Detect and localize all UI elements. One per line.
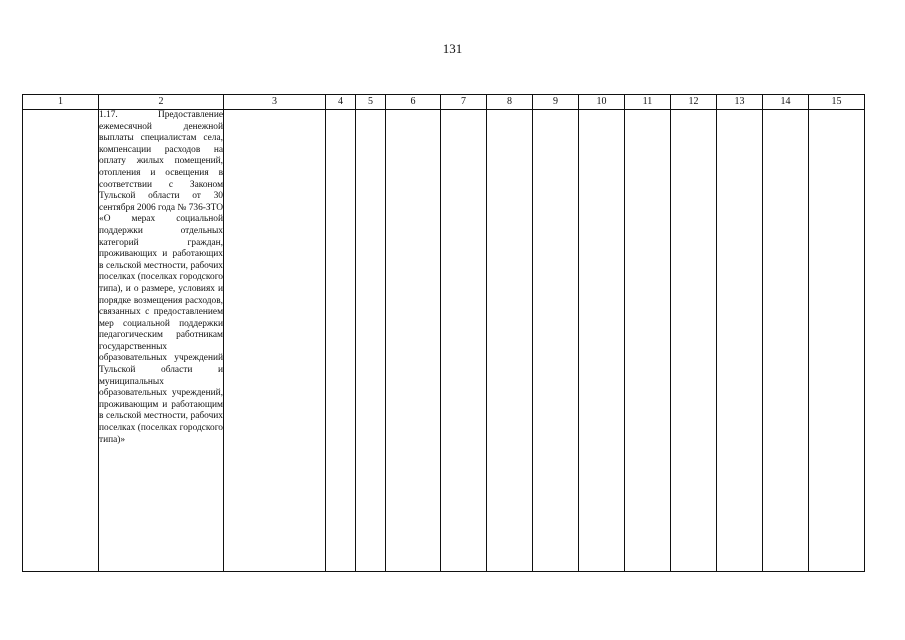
column-header-7: 7	[441, 95, 487, 110]
table-row	[23, 110, 865, 572]
cell-description: 1.17. Предоставление ежемесячной денежной выплаты специалистам села, компенсации расходов на оплату жилых помещений, отопления и освещения в соответствии с Законом Тульской области от 30 сентября 2006 года № 736-ЗТО «О мерах социальной поддержки отдельных категорий граждан, проживающих и работающих в сельской местности, рабочих поселках (поселках городского типа), и о размере, условиях и порядке возмещения расходов, связанных с предоставлением мер социальной поддержки педагогическим работникам государственных образовательных учреждений Тульской области и муниципальных образовательных учреждений, проживающим и работающим в сельской местности, рабочих поселках (поселках городского типа)»	[99, 110, 224, 572]
cell-9	[533, 110, 579, 572]
cell-7	[441, 110, 487, 572]
page-number: 131	[442, 41, 463, 56]
column-header-14: 14	[763, 95, 809, 110]
cell-4	[326, 110, 356, 572]
column-header-4: 4	[326, 95, 356, 110]
column-header-9: 9	[533, 95, 579, 110]
column-header-3: 3	[224, 95, 326, 110]
column-header-5: 5	[356, 95, 386, 110]
column-header-13: 13	[717, 95, 763, 110]
column-header-1: 1	[23, 95, 99, 110]
cell-3	[224, 110, 326, 572]
column-header-8: 8	[487, 95, 533, 110]
column-header-12: 12	[671, 95, 717, 110]
column-header-2: 2	[99, 95, 224, 110]
cell-13	[717, 110, 763, 572]
cell-1	[23, 110, 99, 572]
column-header-10: 10	[579, 95, 625, 110]
data-table	[22, 94, 865, 572]
column-header-15: 15	[809, 95, 865, 110]
cell-10	[579, 110, 625, 572]
header-row	[23, 95, 865, 110]
cell-12	[671, 110, 717, 572]
column-header-11: 11	[625, 95, 671, 110]
cell-15	[809, 110, 865, 572]
cell-11	[625, 110, 671, 572]
cell-6	[386, 110, 441, 572]
cell-5	[356, 110, 386, 572]
column-header-6: 6	[386, 95, 441, 110]
cell-14	[763, 110, 809, 572]
cell-8	[487, 110, 533, 572]
